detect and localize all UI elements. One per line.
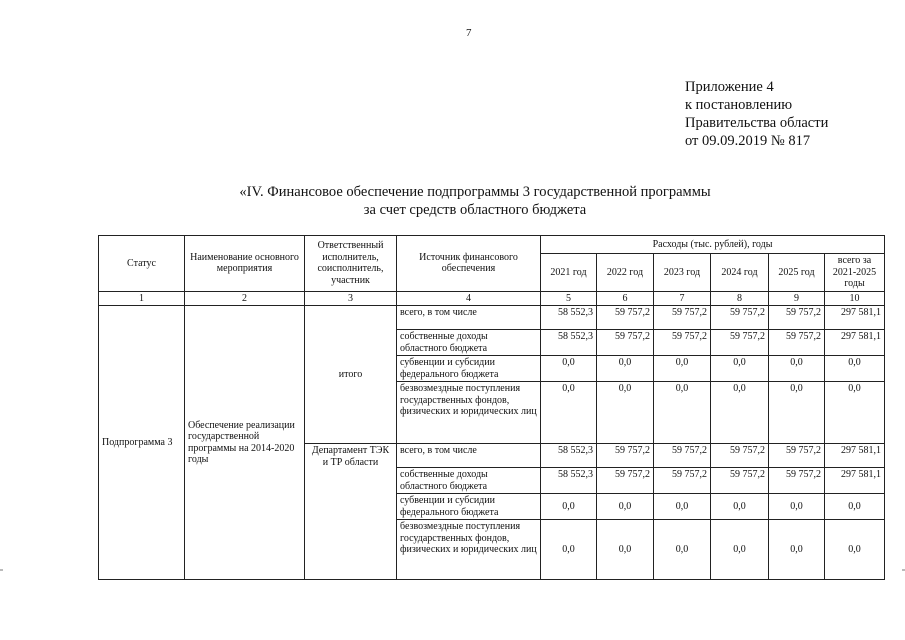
value-cell: 0,0 [541, 382, 597, 444]
value-cell: 59 757,2 [597, 468, 654, 494]
title-line: за счет средств областного бюджета [363, 202, 587, 218]
header-event: Наименование основного мероприятия [185, 236, 305, 292]
value-cell: 0,0 [769, 382, 825, 444]
appendix-block [685, 78, 828, 150]
value-cell: 0,0 [597, 356, 654, 382]
value-cell: 59 757,2 [711, 444, 769, 468]
value-cell: 59 757,2 [597, 330, 654, 356]
value-cell: 297 581,1 [825, 468, 885, 494]
value-cell: 59 757,2 [654, 306, 711, 330]
value-cell: 0,0 [541, 494, 597, 520]
scan-edge-mark [0, 569, 3, 571]
appendix-line: от 09.09.2019 № 817 [685, 133, 811, 149]
column-number: 1 [99, 291, 185, 306]
column-number: 3 [305, 291, 397, 306]
value-cell: 59 757,2 [769, 330, 825, 356]
event-cell: Обеспечение реализации государственной программы на 2014-2020 годы [185, 306, 305, 580]
value-cell: 59 757,2 [654, 444, 711, 468]
source-cell: безвозмездные поступления государственных фондов, физических и юридических лиц [397, 382, 541, 444]
value-cell: 297 581,1 [825, 444, 885, 468]
value-cell: 297 581,1 [825, 306, 885, 330]
value-cell: 0,0 [825, 382, 885, 444]
header-year-2025: 2025 год [769, 254, 825, 292]
appendix-line: к постановлению [685, 97, 793, 113]
status-cell: Подпрограмма 3 [99, 306, 185, 580]
value-cell: 0,0 [769, 520, 825, 580]
header-year-2023: 2023 год [654, 254, 711, 292]
column-number: 6 [597, 291, 654, 306]
value-cell: 0,0 [597, 382, 654, 444]
header-source: Источник финансового обеспечения [397, 236, 541, 292]
executor-cell: итого [305, 306, 397, 444]
header-row [99, 236, 885, 254]
header-status: Статус [99, 236, 185, 292]
value-cell: 59 757,2 [711, 306, 769, 330]
financing-table [98, 235, 885, 580]
source-cell: всего, в том числе [397, 444, 541, 468]
table-row [99, 306, 885, 330]
value-cell: 0,0 [711, 494, 769, 520]
page-number: 7 [466, 27, 472, 39]
value-cell: 59 757,2 [711, 468, 769, 494]
value-cell: 0,0 [654, 382, 711, 444]
column-numbers-row [99, 291, 885, 306]
appendix-line: Правительства области [685, 115, 829, 131]
value-cell: 0,0 [769, 494, 825, 520]
value-cell: 0,0 [711, 520, 769, 580]
value-cell: 58 552,3 [541, 330, 597, 356]
header-executor: Ответственный исполнитель, соисполнитель, участник [305, 236, 397, 292]
header-total: всего за 2021-2025 годы [825, 254, 885, 292]
column-number: 5 [541, 291, 597, 306]
value-cell: 59 757,2 [654, 468, 711, 494]
value-cell: 59 757,2 [711, 330, 769, 356]
section-title [200, 183, 750, 219]
column-number: 7 [654, 291, 711, 306]
value-cell: 59 757,2 [769, 444, 825, 468]
value-cell: 0,0 [597, 520, 654, 580]
title-line: «IV. Финансовое обеспечение подпрограммы 3 государственной программы [239, 184, 711, 200]
value-cell: 59 757,2 [654, 330, 711, 356]
value-cell: 58 552,3 [541, 444, 597, 468]
source-cell: собственные доходы областного бюджета [397, 468, 541, 494]
source-cell: всего, в том числе [397, 306, 541, 330]
value-cell: 59 757,2 [597, 444, 654, 468]
value-cell: 297 581,1 [825, 330, 885, 356]
source-cell: собственные доходы областного бюджета [397, 330, 541, 356]
column-number: 10 [825, 291, 885, 306]
value-cell: 0,0 [541, 520, 597, 580]
value-cell: 0,0 [541, 356, 597, 382]
value-cell: 0,0 [769, 356, 825, 382]
value-cell: 59 757,2 [769, 468, 825, 494]
value-cell: 0,0 [654, 494, 711, 520]
value-cell: 0,0 [825, 494, 885, 520]
value-cell: 0,0 [825, 520, 885, 580]
value-cell: 59 757,2 [597, 306, 654, 330]
column-number: 8 [711, 291, 769, 306]
column-number: 4 [397, 291, 541, 306]
source-cell: субвенции и субсидии федерального бюджета [397, 494, 541, 520]
header-year-2021: 2021 год [541, 254, 597, 292]
value-cell: 0,0 [654, 520, 711, 580]
value-cell: 58 552,3 [541, 306, 597, 330]
value-cell: 0,0 [825, 356, 885, 382]
executor-cell: Департамент ТЭК и ТР области [305, 444, 397, 580]
header-year-2024: 2024 год [711, 254, 769, 292]
value-cell: 0,0 [711, 356, 769, 382]
source-cell: безвозмездные поступления государственных фондов, физических и юридических лиц [397, 520, 541, 580]
value-cell: 0,0 [711, 382, 769, 444]
appendix-line: Приложение 4 [685, 79, 774, 95]
header-year-2022: 2022 год [597, 254, 654, 292]
value-cell: 0,0 [597, 494, 654, 520]
value-cell: 0,0 [654, 356, 711, 382]
column-number: 2 [185, 291, 305, 306]
value-cell: 58 552,3 [541, 468, 597, 494]
value-cell: 59 757,2 [769, 306, 825, 330]
header-expenses: Расходы (тыс. рублей), годы [541, 236, 885, 254]
source-cell: субвенции и субсидии федерального бюджета [397, 356, 541, 382]
column-number: 9 [769, 291, 825, 306]
